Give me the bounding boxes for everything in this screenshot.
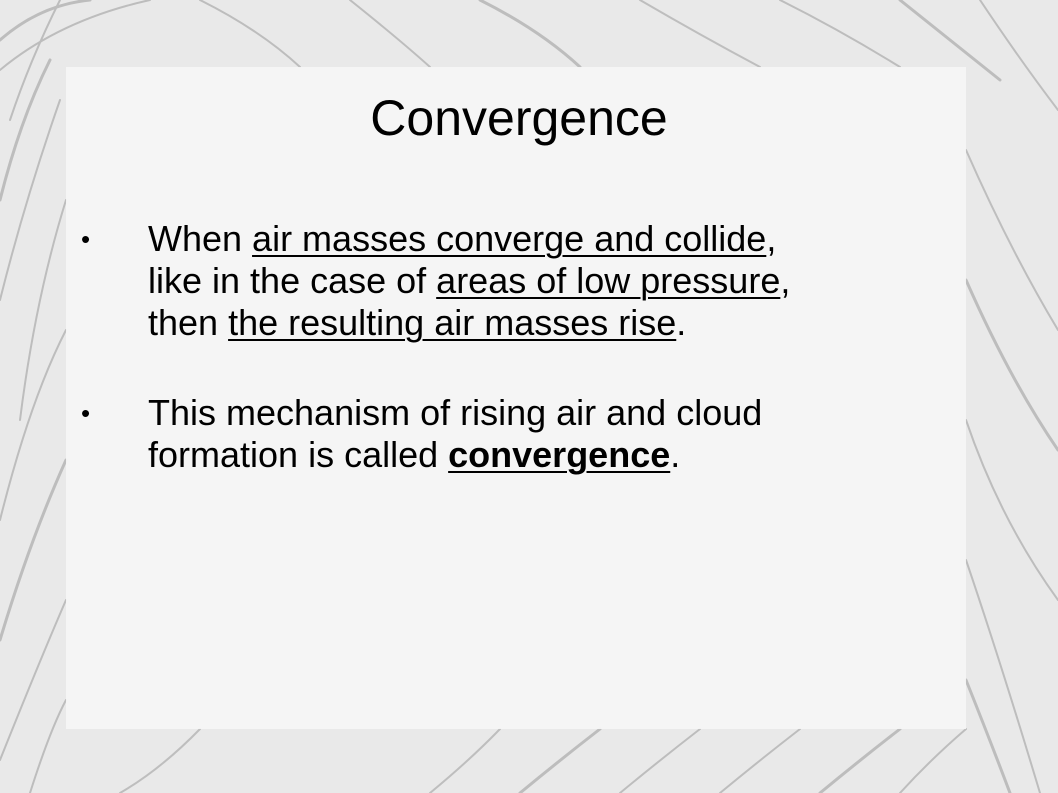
text-run: . [676,302,687,343]
bullet-line [148,434,762,476]
underlined-phrase: air masses converge and collide [252,218,767,259]
underlined-phrase: the resulting air masses rise [228,302,677,343]
text-run: , [766,218,777,259]
underlined-phrase [448,434,670,475]
bullet-line [148,260,790,302]
bullet-text [148,218,790,344]
bullet-marker: • [81,224,91,254]
text-run: This mechanism of rising air and cloud [148,392,763,433]
text-run: like in the case of [148,260,437,301]
bullet-line [148,218,790,260]
bullet-text [148,392,762,476]
bullet-line [148,392,762,434]
text-run: . [670,434,681,475]
text-run: then [148,302,229,343]
slide-title: Convergence [370,90,668,146]
text-run: , [780,260,791,301]
key-term: convergence [448,434,671,475]
bullet-line [148,302,790,344]
underlined-phrase: areas of low pressure [436,260,781,301]
text-run: formation is called [148,434,449,475]
bullet-marker: • [81,398,91,428]
text-run: When [148,218,253,259]
